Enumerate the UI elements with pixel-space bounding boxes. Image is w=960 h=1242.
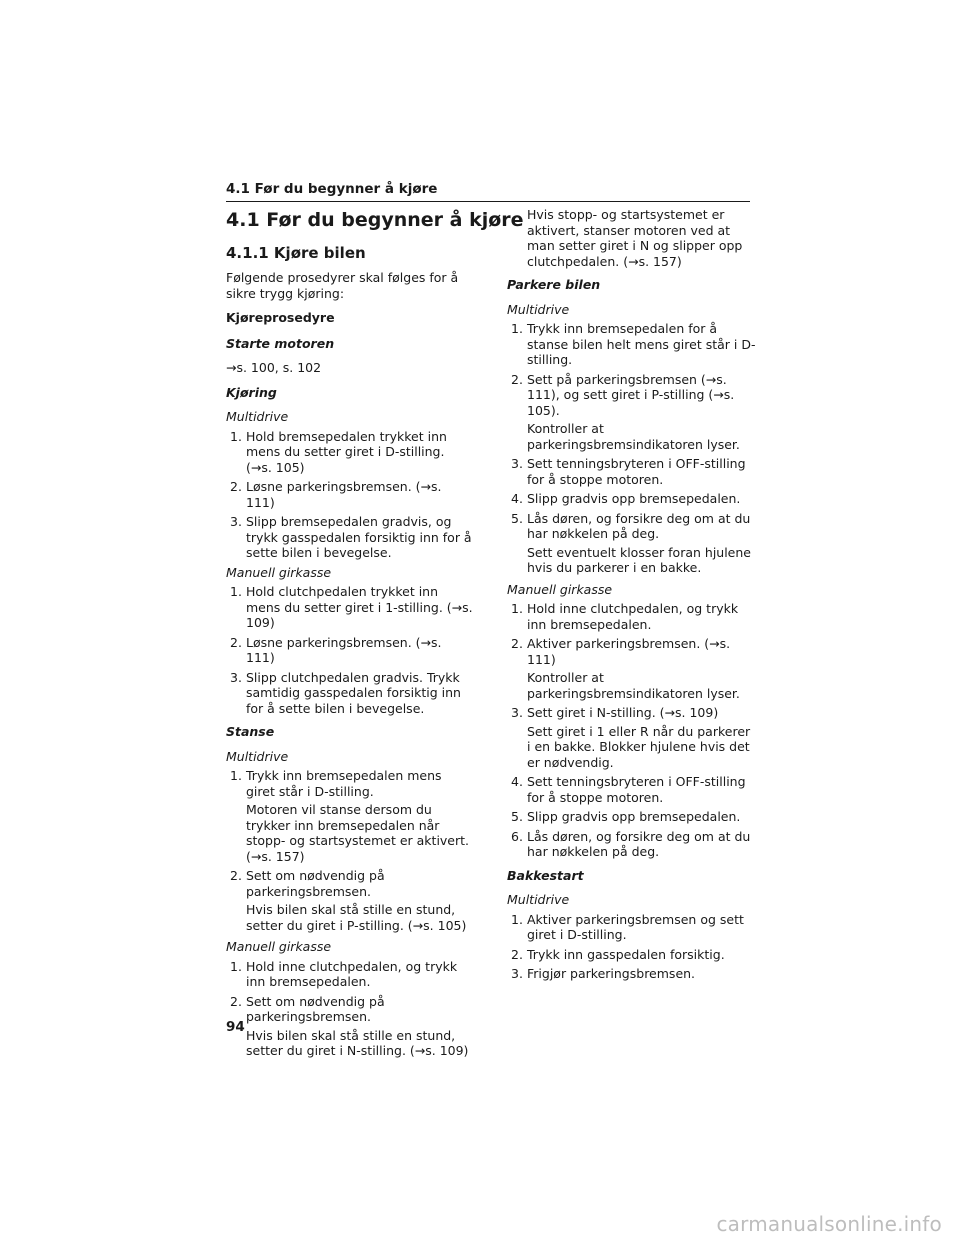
step-note: Sett giret i 1 eller R når du parkerer i en bakke. Blokker hjulene hvis det er nødvendig. — [527, 723, 751, 770]
list-item — [507, 491, 757, 507]
step-text: Aktiver parkeringsbremsen. (→s. 111) — [527, 636, 731, 667]
list-item — [507, 912, 757, 943]
step-number: 2. — [511, 371, 523, 387]
stop-manual-label: Manuell girkasse — [226, 939, 332, 954]
hill-start-heading: Bakkestart — [507, 867, 584, 883]
step-text: Frigjør parkeringsbremsen. — [527, 966, 696, 981]
step-text: Slipp bremsepedalen gradvis, og trykk gasspedalen forsiktig inn for å sette bilen i bevegelse. — [246, 514, 472, 560]
list-item — [507, 774, 757, 805]
step-note: Kontroller at parkeringsbremsindikatoren lyser. — [527, 421, 740, 452]
list-item — [507, 601, 757, 632]
step-text: Lås døren, og forsikre deg om at du har nøkkelen på deg. — [527, 828, 751, 859]
step-number: 3. — [511, 966, 523, 981]
step-text: Slipp clutchpedalen gradvis. Trykk samtidig gasspedalen forsiktig inn for å sette bilen i bevegelse. — [246, 669, 461, 716]
subsection-title: 4.1.1 Kjøre bilen — [226, 244, 366, 262]
driving-manual-steps — [226, 584, 474, 716]
park-multidrive-label: Multidrive — [507, 301, 570, 317]
stop-multidrive-steps — [226, 768, 474, 933]
step-text: Lås døren, og forsikre deg om at du har nøkkelen på deg. — [527, 510, 751, 541]
list-item — [507, 511, 757, 576]
step-number: 1. — [230, 428, 242, 444]
list-item — [226, 670, 474, 717]
step-text: Trykk inn bremsepedalen mens giret står i D-stilling. — [246, 768, 442, 799]
list-item — [226, 514, 474, 561]
step-text: Slipp gradvis opp bremsepedalen. — [527, 491, 741, 506]
step-text: Hold inne clutchpedalen, og trykk inn bremsepedalen. — [527, 601, 739, 632]
list-item — [507, 372, 757, 453]
step-note: Hvis bilen skal stå stille en stund, setter du giret i N-stilling. (→s. 109) — [246, 1027, 469, 1058]
step-text: Sett om nødvendig på parkeringsbremsen. — [246, 993, 385, 1024]
step-number: 5. — [511, 809, 523, 824]
list-item — [226, 584, 474, 631]
driving-multidrive-steps — [226, 429, 474, 561]
park-manual-steps — [507, 601, 757, 860]
park-manual-label: Manuell girkasse — [507, 581, 613, 597]
page-number: 94 — [226, 1019, 245, 1035]
list-item — [226, 868, 474, 933]
start-engine-ref: →s. 100, s. 102 — [226, 360, 322, 375]
watermark: carmanualsonline.info — [716, 1212, 942, 1236]
step-number: 1. — [511, 601, 523, 616]
step-number: 2. — [230, 634, 242, 650]
hill-multidrive-label: Multidrive — [507, 892, 570, 907]
hill-multidrive-steps — [507, 912, 757, 982]
step-number: 2. — [230, 993, 242, 1009]
step-number: 4. — [511, 491, 523, 506]
step-number: 3. — [230, 669, 242, 685]
step-number: 5. — [511, 510, 523, 526]
step-text: Hold clutchpedalen trykket inn mens du setter giret i 1-stilling. (→s. 109) — [246, 584, 473, 630]
list-item — [226, 768, 474, 864]
list-item — [507, 456, 757, 487]
list-item — [507, 829, 757, 860]
step-note: Motoren vil stanse dersom du trykker inn bremsepedalen når stopp- og startsystemet er aktivert. (→s. 157) — [246, 802, 470, 864]
step-text: Trykk inn gasspedalen forsiktig. — [527, 946, 725, 962]
step-text: Hold bremsepedalen trykket inn mens du setter giret i D-stilling. (→s. 105) — [246, 428, 447, 475]
right-column — [507, 207, 757, 986]
running-header-text: 4.1 Før du begynner å kjøre — [226, 181, 438, 197]
step-number: 4. — [511, 774, 523, 789]
list-item — [507, 966, 757, 982]
driving-multidrive-label: Multidrive — [226, 409, 289, 424]
step-text: Slipp gradvis opp bremsepedalen. — [527, 809, 741, 824]
step-text: Sett om nødvendig på parkeringsbremsen. — [246, 868, 385, 899]
step-number: 2. — [511, 636, 523, 651]
stop-manual-steps — [226, 959, 474, 1059]
step-number: 2. — [230, 868, 242, 883]
step-text: Sett på parkeringsbremsen (→s. 111), og sett giret i P-stilling (→s. 105). — [527, 371, 735, 418]
step-note: Sett eventuelt klosser foran hjulene hvis du parkerer i en bakke. — [527, 544, 751, 575]
stop-heading: Stanse — [226, 724, 275, 739]
step-text: Sett tenningsbryteren i OFF-stilling for å stoppe motoren. — [527, 774, 746, 805]
list-item — [226, 429, 474, 476]
step-number: 2. — [230, 479, 242, 494]
intro-text: Følgende prosedyrer skal følges for å sikre trygg kjøring: — [226, 270, 459, 301]
park-heading: Parkere bilen — [507, 277, 601, 292]
step-text: Sett giret i N-stilling. (→s. 109) — [527, 705, 719, 720]
driving-heading: Kjøring — [226, 384, 277, 400]
step-text: Trykk inn bremsepedalen for å stanse bilen helt mens giret står i D-stilling. — [527, 321, 756, 367]
step-number: 1. — [230, 958, 242, 974]
step-text: Løsne parkeringsbremsen. (→s. 111) — [246, 634, 442, 665]
left-column — [226, 207, 524, 1063]
step-text: Løsne parkeringsbremsen. (→s. 111) — [246, 479, 442, 510]
step-number: 2. — [511, 946, 523, 962]
step-note: Hvis bilen skal stå stille en stund, setter du giret i P-stilling. (→s. 105) — [246, 902, 467, 933]
list-item — [507, 809, 757, 825]
running-header — [226, 178, 750, 202]
step-text: Hold inne clutchpedalen, og trykk inn bremsepedalen. — [246, 958, 458, 989]
list-item — [507, 947, 757, 963]
step-number: 1. — [511, 321, 523, 336]
start-engine-heading: Starte motoren — [226, 335, 335, 351]
section-title: 4.1 Før du begynner å kjøre — [226, 209, 524, 231]
list-item — [507, 321, 757, 368]
list-item — [226, 994, 474, 1059]
park-multidrive-steps — [507, 321, 757, 576]
stop-multidrive-label: Multidrive — [226, 748, 289, 764]
step-number: 3. — [511, 705, 523, 720]
step-number: 1. — [230, 584, 242, 599]
step-note: Kontroller at parkeringsbremsindikatoren lyser. — [527, 670, 740, 701]
step-number: 6. — [511, 828, 523, 844]
list-item — [226, 479, 474, 510]
list-item — [226, 635, 474, 666]
procedure-heading: Kjøreprosedyre — [226, 310, 335, 325]
step-number: 3. — [511, 456, 523, 471]
step-text: Aktiver parkeringsbremsen og sett giret i D-stilling. — [527, 911, 744, 942]
step-number: 1. — [230, 768, 242, 783]
driving-manual-label: Manuell girkasse — [226, 564, 332, 580]
list-item — [507, 705, 757, 770]
step-number: 3. — [230, 514, 242, 529]
step-number: 1. — [511, 911, 523, 927]
stop-continuation: Hvis stopp- og startsystemet er aktivert, stanser motoren ved at man setter giret i N og slipper opp clutchpedalen. (→s. 157) — [527, 207, 743, 269]
list-item — [226, 959, 474, 990]
step-text: Sett tenningsbryteren i OFF-stilling for å stoppe motoren. — [527, 456, 746, 487]
list-item — [507, 636, 757, 701]
